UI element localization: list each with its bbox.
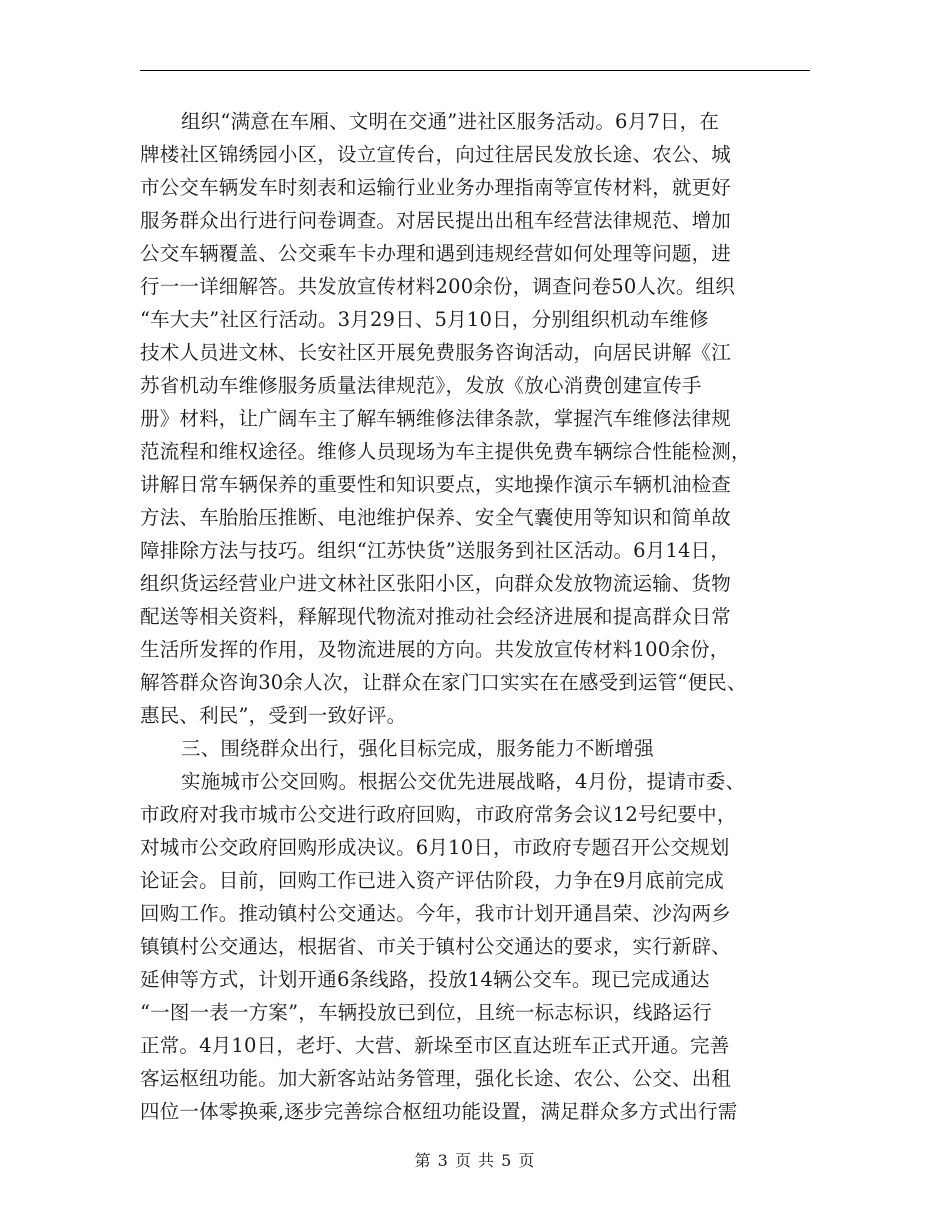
body-line: 配送等相关资料，释解现代物流对推动社会经济进展和提高群众日常 [140, 605, 732, 628]
document-body [140, 105, 820, 1128]
body-line: 范流程和维权途径。维修人员现场为车主提供免费车辆综合性能检测， [140, 440, 751, 463]
body-line: 惠民、利民”，受到一致好评。 [140, 704, 407, 727]
body-line: 正常。4月10日，老圩、大营、新垛至市区直达班车正式开通。完善 [140, 1034, 730, 1057]
body-line: 生活所发挥的作用，及物流进展的方向。共发放宣传材料100余份， [140, 638, 730, 661]
body-line: 实施城市公交回购。根据公交优先进展战略，4月份，提请市委、 [181, 770, 746, 793]
body-line: 回购工作。推动镇村公交通达。今年，我市计划开通昌荣、沙沟两乡 [140, 902, 732, 925]
body-line: 客运枢纽功能。加大新客站站务管理，强化长途、农公、公交、出租 [140, 1067, 732, 1090]
body-line: 组织“满意在车厢、文明在交通”进社区服务活动。6月7日，在 [181, 110, 720, 133]
body-line: 解答群众咨询30余人次，让群众在家门口实实在在感受到运管“便民、 [140, 671, 747, 694]
body-line: 市政府对我市城市公交进行政府回购，市政府常务会议12号纪要中， [140, 803, 737, 826]
body-line: 论证会。目前，回购工作已进入资产评估阶段，力争在9月底前完成 [140, 869, 724, 892]
body-line: 三、围绕群众出行，强化目标完成，服务能力不断增强 [181, 737, 654, 760]
body-line: “车大夫”社区行活动。3月29日、5月10日，分别组织机动车维修 [140, 308, 709, 331]
body-line: 对城市公交政府回购形成决议。6月10日，市政府专题召开公交规划 [140, 836, 730, 859]
page-footer: 第 3 页 共 5 页 [414, 1151, 536, 1170]
body-line: 牌楼社区锦绣园小区，设立宣传台，向过往居民发放长途、农公、城 [140, 143, 732, 166]
body-line: 册》材料，让广阔车主了解车辆维修法律条款，掌握汽车维修法律规 [140, 407, 732, 430]
body-line: 镇镇村公交通达，根据省、市关于镇村公交通达的要求，实行新辟、 [140, 935, 732, 958]
body-line: 讲解日常车辆保养的重要性和知识要点，实地操作演示车辆机油检查 [140, 473, 732, 496]
body-line: 市公交车辆发车时刻表和运输行业业务办理指南等宣传材料，就更好 [140, 176, 732, 199]
body-line: 行一一详细解答。共发放宣传材料200余份，调查问卷50人次。组织 [140, 275, 735, 298]
body-line: “一图一表一方案”，车辆投放已到位，且统一标志标识，线路运行 [140, 1001, 712, 1024]
body-line: 障排除方法与技巧。组织“江苏快货”送服务到社区活动。6月14日， [140, 539, 731, 562]
header-rule [140, 70, 810, 71]
body-line: 服务群众出行进行问卷调查。对居民提出出租车经营法律规范、增加 [140, 209, 732, 232]
body-line: 公交车辆覆盖、公交乘车卡办理和遇到违规经营如何处理等问题，进 [140, 242, 732, 265]
body-line: 四位一体零换乘,逐步完善综合枢纽功能设置，满足群众多方式出行需 [140, 1100, 738, 1123]
body-line: 方法、车胎胎压推断、电池维护保养、安全气囊使用等知识和简单故 [140, 506, 732, 529]
body-line: 延伸等方式，计划开通6条线路，投放14辆公交车。现已完成通达 [140, 968, 710, 991]
body-line: 组织货运经营业户进文林社区张阳小区，向群众发放物流运输、货物 [140, 572, 732, 595]
body-line: 技术人员进文林、长安社区开展免费服务咨询活动，向居民讲解《江 [140, 341, 732, 364]
body-line: 苏省机动车维修服务质量法律规范》，发放《放心消费创建宣传手 [140, 374, 702, 397]
